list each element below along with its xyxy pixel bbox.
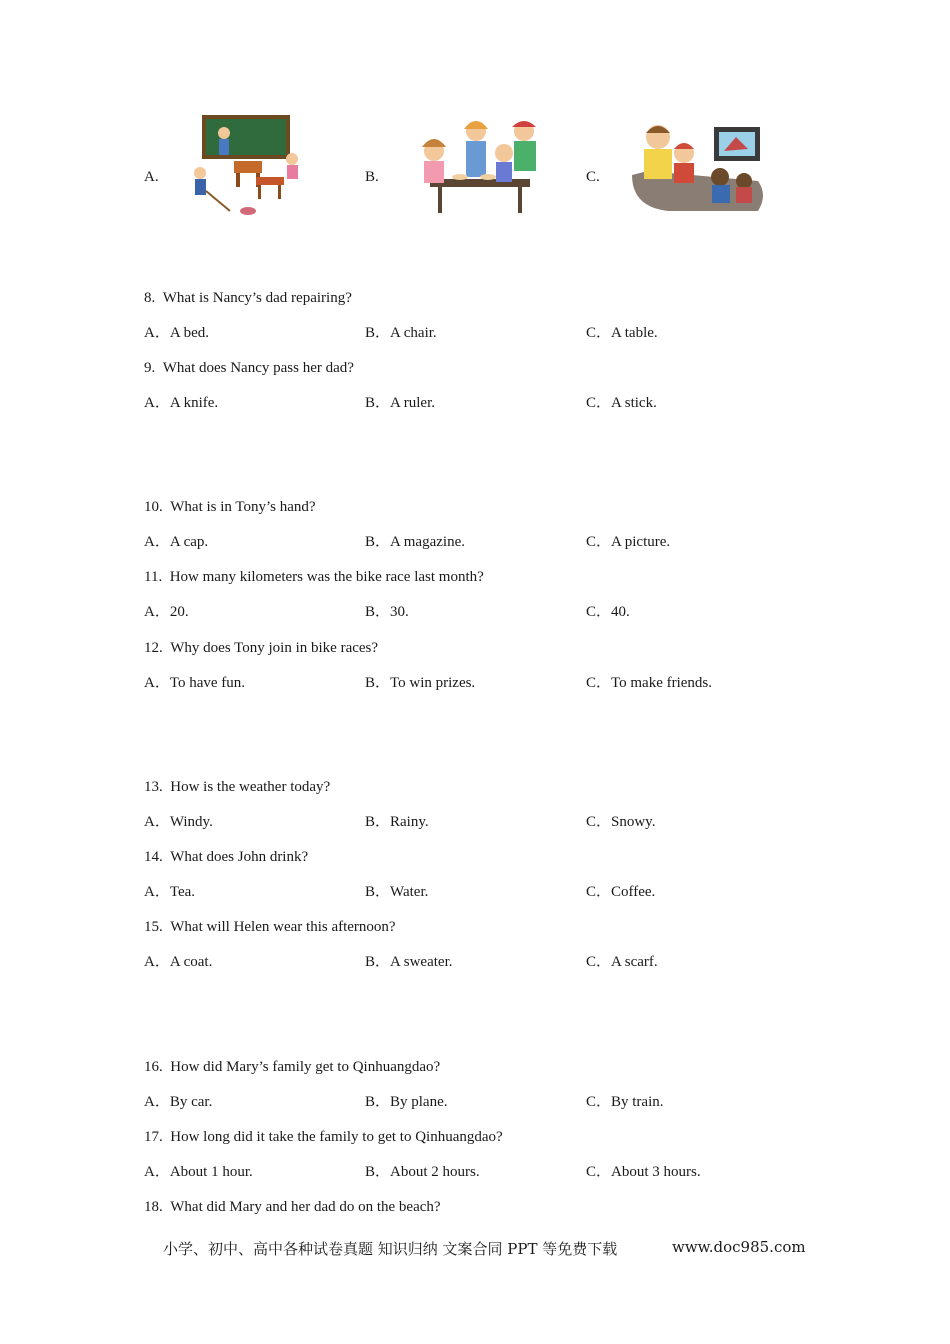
question-15-option-a: A．A coat. <box>144 954 213 970</box>
question-number: 15. <box>144 919 163 935</box>
question-11-option-a: A．20. <box>144 604 189 620</box>
question-number: 11. <box>144 569 163 585</box>
question-10-option-c: C．A picture. <box>586 534 671 550</box>
question-14-option-c: C．Coffee. <box>586 884 656 900</box>
question-10-option-b: B．A magazine. <box>365 534 465 550</box>
picture-option-a-label: A. <box>144 169 159 185</box>
question-12-option-b: B．To win prizes. <box>365 675 476 691</box>
question-text: Why does Tony join in bike races? <box>170 640 379 656</box>
footer-website[interactable]: www.doc985.com <box>672 1238 806 1256</box>
question-9-option-a: A．A knife. <box>144 395 219 411</box>
question-12 <box>144 639 378 657</box>
picture-option-b-label: B. <box>365 169 379 185</box>
question-number: 8. <box>144 290 156 306</box>
question-text: What will Helen wear this afternoon? <box>170 919 396 935</box>
question-12-option-a: A．To have fun. <box>144 675 246 691</box>
footer-download-notice: 小学、初中、高中各种试卷真题 知识归纳 文案合同 PPT 等免费下载 <box>163 1240 618 1258</box>
question-text: How long did it take the family to get to Qinhuangdao? <box>170 1129 503 1145</box>
question-14-option-a: A．Tea. <box>144 884 196 900</box>
question-text: What did Mary and her dad do on the beach? <box>170 1199 441 1215</box>
question-16-option-b: B．By plane. <box>365 1094 448 1110</box>
question-10 <box>144 498 316 516</box>
question-text: How did Mary’s family get to Qinhuangdao? <box>170 1059 441 1075</box>
question-11-option-c: C．40. <box>586 604 630 620</box>
question-16 <box>144 1058 440 1076</box>
question-15-option-c: C．A scarf. <box>586 954 658 970</box>
question-number: 12. <box>144 640 163 656</box>
question-number: 16. <box>144 1059 163 1075</box>
question-13-option-b: B．Rainy. <box>365 814 429 830</box>
question-text: What is in Tony’s hand? <box>170 499 316 515</box>
question-text: What is Nancy’s dad repairing? <box>162 290 352 306</box>
question-17-option-c: C．About 3 hours. <box>586 1164 701 1180</box>
classroom-cleaning-picture <box>186 115 310 217</box>
family-dinner-picture <box>404 113 552 219</box>
question-13 <box>144 778 330 796</box>
question-13-option-a: A．Windy. <box>144 814 213 830</box>
question-16-option-a: A．By car. <box>144 1094 213 1110</box>
question-9 <box>144 359 354 377</box>
question-text: How many kilometers was the bike race last month? <box>169 569 484 585</box>
question-18 <box>144 1198 441 1216</box>
question-17 <box>144 1128 503 1146</box>
question-15 <box>144 918 396 936</box>
picture-option-c-label: C. <box>586 169 600 185</box>
question-text: What does Nancy pass her dad? <box>162 360 354 376</box>
question-17-option-a: A．About 1 hour. <box>144 1164 253 1180</box>
question-9-option-b: B．A ruler. <box>365 395 435 411</box>
question-15-option-b: B．A sweater. <box>365 954 453 970</box>
question-number: 9. <box>144 360 156 376</box>
question-13-option-c: C．Snowy. <box>586 814 656 830</box>
question-number: 13. <box>144 779 163 795</box>
question-12-option-c: C．To make friends. <box>586 675 713 691</box>
question-11-option-b: B．30. <box>365 604 409 620</box>
question-text: How is the weather today? <box>170 779 331 795</box>
question-8-option-a: A．A bed. <box>144 325 209 341</box>
question-number: 17. <box>144 1129 163 1145</box>
question-number: 18. <box>144 1199 163 1215</box>
question-17-option-b: B．About 2 hours. <box>365 1164 480 1180</box>
question-8-option-c: C．A table. <box>586 325 658 341</box>
question-8 <box>144 289 352 307</box>
question-number: 14. <box>144 849 163 865</box>
question-16-option-c: C．By train. <box>586 1094 664 1110</box>
question-10-option-a: A．A cap. <box>144 534 209 550</box>
family-watching-tv-picture <box>628 115 770 217</box>
question-11 <box>144 568 484 586</box>
question-text: What does John drink? <box>170 849 309 865</box>
question-14-option-b: B．Water. <box>365 884 429 900</box>
question-9-option-c: C．A stick. <box>586 395 657 411</box>
question-number: 10. <box>144 499 163 515</box>
question-8-option-b: B．A chair. <box>365 325 437 341</box>
question-14 <box>144 848 308 866</box>
